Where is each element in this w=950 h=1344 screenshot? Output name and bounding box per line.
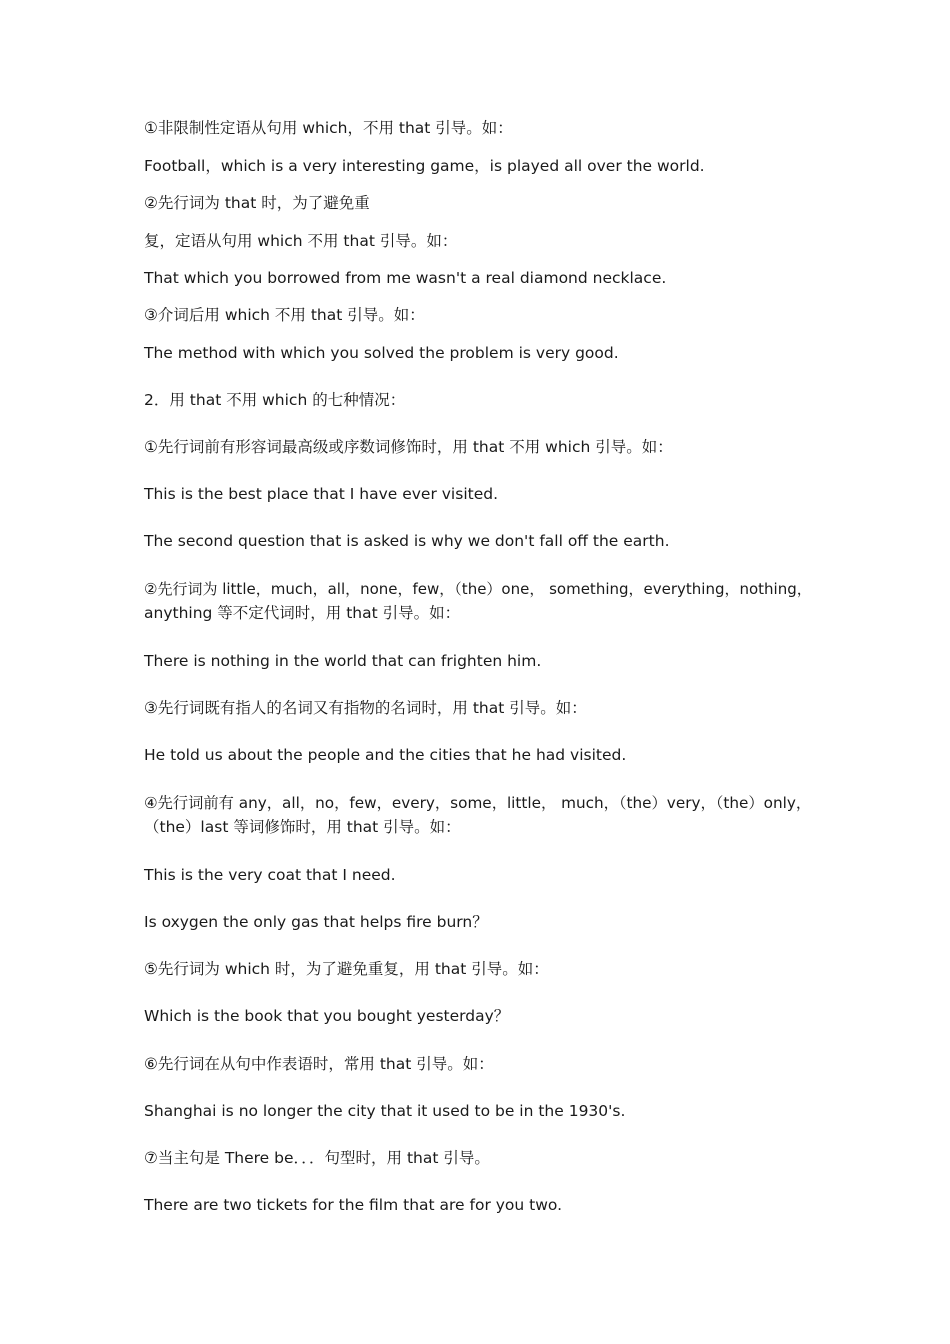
- case-2-heading: ②先行词为 little，much，all，none，few，（the）one， something，everything，nothing，: [144, 580, 812, 598]
- example-sentence: This is the very coat that I need.: [144, 866, 396, 884]
- rule-2-heading-continued: 复，定语从句用 which 不用 that 引导。如：: [144, 232, 458, 250]
- example-sentence: He told us about the people and the cities that he had visited.: [144, 746, 627, 764]
- rule-2-heading: ②先行词为 that 时，为了避免重: [144, 194, 370, 212]
- case-4-heading-continued: （the）last 等词修饰时，用 that 引导。如：: [144, 818, 461, 836]
- case-6-heading: ⑥先行词在从句中作表语时，常用 that 引导。如：: [144, 1055, 494, 1073]
- case-1-heading: ①先行词前有形容词最高级或序数词修饰时，用 that 不用 which 引导。如：: [144, 438, 673, 456]
- case-3-heading: ③先行词既有指人的名词又有指物的名词时，用 that 引导。如：: [144, 699, 587, 717]
- example-sentence: That which you borrowed from me wasn't a real diamond necklace.: [144, 269, 667, 287]
- case-2-heading-continued: anything 等不定代词时，用 that 引导。如：: [144, 604, 461, 622]
- case-4-heading: ④先行词前有 any，all，no，few，every，some，little， much，（the）very，（the）only，: [144, 794, 812, 812]
- example-sentence: Is oxygen the only gas that helps fire burn？: [144, 913, 488, 931]
- case-5-heading: ⑤先行词为 which 时，为了避免重复，用 that 引导。如：: [144, 960, 549, 978]
- example-sentence: This is the best place that I have ever visited.: [144, 485, 499, 503]
- case-7-heading: ⑦当主句是 There be．．．句型时，用 that 引导。: [144, 1149, 490, 1167]
- rule-1-heading: ①非限制性定语从句用 which，不用 that 引导。如：: [144, 119, 513, 137]
- rule-3-heading: ③介词后用 which 不用 that 引导。如：: [144, 306, 425, 324]
- example-sentence: The method with which you solved the problem is very good.: [144, 344, 619, 362]
- example-sentence: The second question that is asked is why we don't fall off the earth.: [144, 532, 670, 550]
- example-sentence: Which is the book that you bought yesterday？: [144, 1007, 510, 1025]
- example-sentence: There is nothing in the world that can frighten him.: [144, 652, 542, 670]
- example-sentence: There are two tickets for the film that are for you two.: [144, 1196, 563, 1214]
- example-sentence: Football，which is a very interesting game，is played all over the world.: [144, 157, 705, 175]
- section-2-heading: 2．用 that 不用 which 的七种情况：: [144, 391, 406, 409]
- example-sentence: Shanghai is no longer the city that it used to be in the 1930's.: [144, 1102, 626, 1120]
